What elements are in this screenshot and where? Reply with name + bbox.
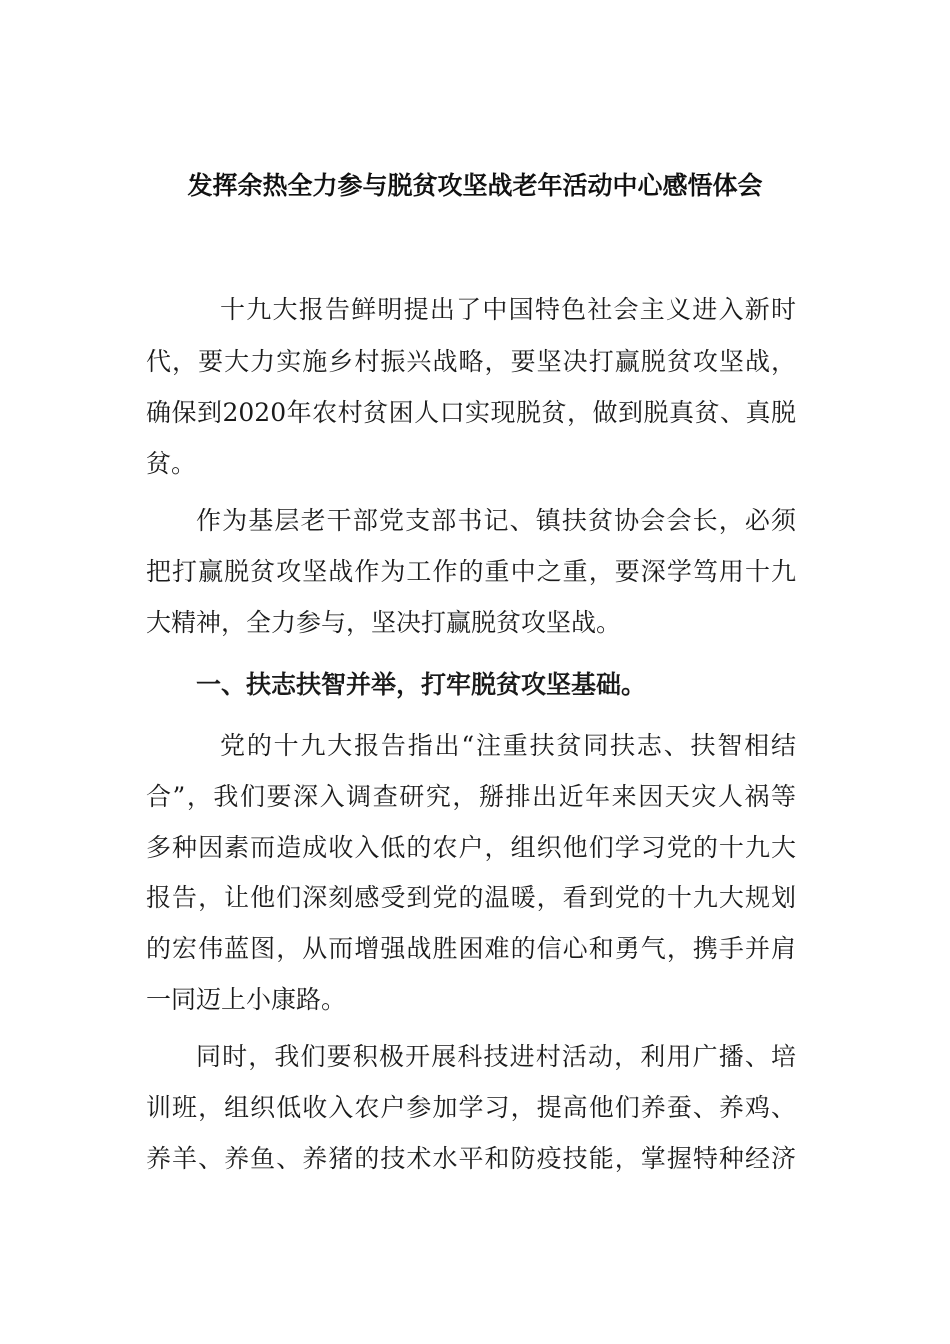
paragraph-line: 一同迈上小康路。 [146, 985, 347, 1014]
paragraph-line: 党的十九大报告指出“注重扶贫同扶志、扶智相结 [220, 731, 796, 760]
paragraph-line: 贫。 [146, 449, 197, 478]
paragraph-line: 确保到2020年农村贫困人口实现脱贫，做到脱真贫、真脱 [146, 398, 796, 427]
paragraph-line: 训班，组织低收入农户参加学习，提高他们养蚕、养鸡、 [146, 1093, 796, 1122]
section-heading: 一、扶志扶智并举，打牢脱贫攻坚基础。 [196, 670, 647, 699]
paragraph-line: 报告，让他们深刻感受到党的温暖，看到党的十九大规划 [146, 883, 796, 912]
document-title: 发挥余热全力参与脱贫攻坚战老年活动中心感悟体会 [187, 171, 763, 200]
paragraph-line: 同时，我们要积极开展科技进村活动，利用广播、培 [196, 1042, 796, 1071]
paragraph-line: 大精神，全力参与，坚决打赢脱贫攻坚战。 [146, 608, 622, 637]
paragraph-line: 十九大报告鲜明提出了中国特色社会主义进入新时 [220, 295, 796, 324]
paragraph-line: 多种因素而造成收入低的农户，组织他们学习党的十九大 [146, 833, 796, 862]
paragraph-line: 合”，我们要深入调查研究，掰排出近年来因天灾人祸等 [146, 782, 796, 811]
paragraph-line: 的宏伟蓝图，从而增强战胜困难的信心和勇气，携手并肩 [146, 934, 796, 963]
paragraph-line: 代，要大力实施乡村振兴战略，要坚决打赢脱贫攻坚战， [146, 347, 796, 376]
paragraph-line: 把打赢脱贫攻坚战作为工作的重中之重，要深学笃用十九 [146, 557, 796, 586]
paragraph-line: 作为基层老干部党支部书记、镇扶贫协会会长，必须 [196, 506, 796, 535]
paragraph-line: 养羊、养鱼、养猪的技术水平和防疫技能，掌握特种经济 [146, 1144, 796, 1173]
